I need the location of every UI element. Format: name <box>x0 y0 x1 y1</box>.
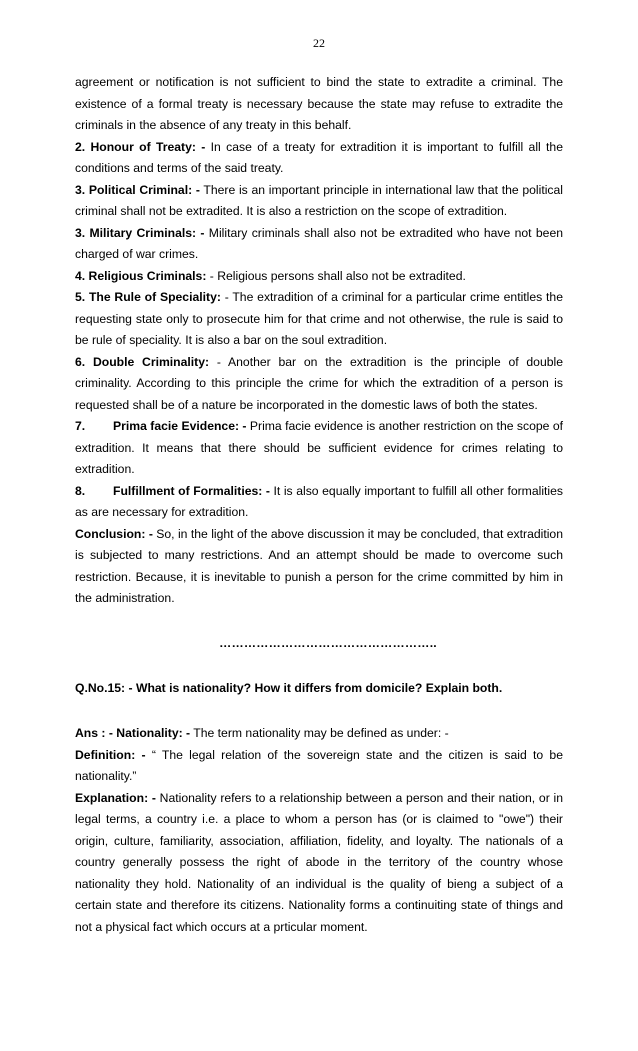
paragraph-conclusion <box>75 524 563 610</box>
dotted-separator: …………………………………………….. <box>219 635 437 650</box>
spacer <box>75 610 563 632</box>
spacer <box>75 654 563 678</box>
text-explanation: Nationality refers to a relationship between a person and their nation, or in legal terms, a country i.e. a place to whom a person has (or is claimed to "owe") their origin, culture, familiarity, association, affiliation, fidelity, and loyalty. The nationals of a country generally possess the right of abode in the territory of the country whose nationality they hold. Nationality of an individual is the quality of bieng a subject of a certain state and therefore its citizens. Nationality forms a continuiting state of things and not a physical fact which occurs at a prticular moment. <box>75 790 563 934</box>
heading-explanation: Explanation: - <box>75 790 156 805</box>
text-political-criminal: There is an important principle in international law that the political criminal shall not be extradited. It is also a restriction on the scope of extradition. <box>75 182 563 218</box>
text-conclusion: So, in the light of the above discussion it may be concluded, that extradition is subjected to many restrictions. And an attempt should be made to overcome such restriction. Because, it is inevitable to punish a person for the crime committed by him in the administration. <box>75 526 563 605</box>
number-formalities: 8. <box>75 483 86 498</box>
paragraph-political-criminal <box>75 180 563 223</box>
heading-double-criminality: 6. Double Criminality: <box>75 354 210 369</box>
paragraph-answer-nationality <box>75 723 563 745</box>
paragraph-double-criminality <box>75 352 563 417</box>
paragraph-honour-of-treaty <box>75 137 563 180</box>
heading-prima-facie-evidence: Prima facie Evidence: - <box>113 419 247 433</box>
heading-conclusion: Conclusion: - <box>75 526 153 541</box>
text-double-criminality: - Another bar on the extradition is the principle of double criminality. According to this principle the crime for which the extradition of a person is requested shall be of a nature be incorporated in the domestic laws of both the states. <box>75 354 563 412</box>
heading-rule-of-speciality: 5. The Rule of Speciality: <box>75 290 221 304</box>
paragraph-rule-of-speciality <box>75 287 563 352</box>
text-rule-of-speciality: - The extradition of a criminal for a particular crime entitles the requesting state only to prosecute him for that crime and not otherwise, the rule is said to be rule of speciality. It is also a bar on the soul extradition. <box>75 290 563 347</box>
text-definition: “ The legal relation of the sovereign state and the citizen is said to be nationality.” <box>75 747 563 783</box>
paragraph-military-criminals <box>75 223 563 266</box>
spacer <box>75 699 563 723</box>
paragraph-definition <box>75 745 563 788</box>
paragraph-fulfillment-of-formalities <box>75 481 563 524</box>
heading-fulfillment-of-formalities: Fulfillment of Formalities: - <box>113 483 270 498</box>
text-prima-facie-evidence: Prima facie evidence is another restriction on the scope of extradition. It means that there should be sufficient evidence for crimes relating to extradition. <box>75 419 563 476</box>
paragraph-treaty-requirement: agreement or notification is not sufficient to bind the state to extradite a criminal. The existence of a formal treaty is necessary because the state may refuse to extradite the criminals in the absence of any treaty in this behalf. <box>75 75 563 132</box>
text-military-criminals: Military criminals shall also not be extradited who have not been charged of war crimes. <box>75 225 563 261</box>
heading-definition: Definition: - <box>75 747 146 762</box>
text-fulfillment-of-formalities: It is also equally important to fulfill all other formalities as are necessary for extradition. <box>75 483 563 519</box>
text-honour-of-treaty: In case of a treaty for extradition it is important to fulfill all the conditions and terms of the said treaty. <box>75 139 563 175</box>
heading-answer-nationality: Ans : - Nationality: - <box>75 726 191 740</box>
paragraph-explanation <box>75 788 563 939</box>
heading-military-criminals: 3. Military Criminals: - <box>75 225 205 240</box>
paragraph-prima-facie-evidence <box>75 416 563 481</box>
heading-honour-of-treaty: 2. Honour of Treaty: - <box>75 139 206 154</box>
text-answer-nationality: The term nationality may be defined as under: - <box>190 726 449 740</box>
body-text <box>75 72 563 938</box>
page-number: 22 <box>313 36 325 50</box>
text-religious-criminals: - Religious persons shall also not be extradited. <box>206 268 466 283</box>
heading-religious-criminals: 4. Religious Criminals: <box>75 268 207 283</box>
number-prima-facie: 7. <box>75 419 86 433</box>
heading-political-criminal: 3. Political Criminal: - <box>75 182 200 197</box>
paragraph-religious-criminals <box>75 266 563 288</box>
question-heading: Q.No.15: - What is nationality? How it differs from domicile? Explain both. <box>75 680 503 695</box>
